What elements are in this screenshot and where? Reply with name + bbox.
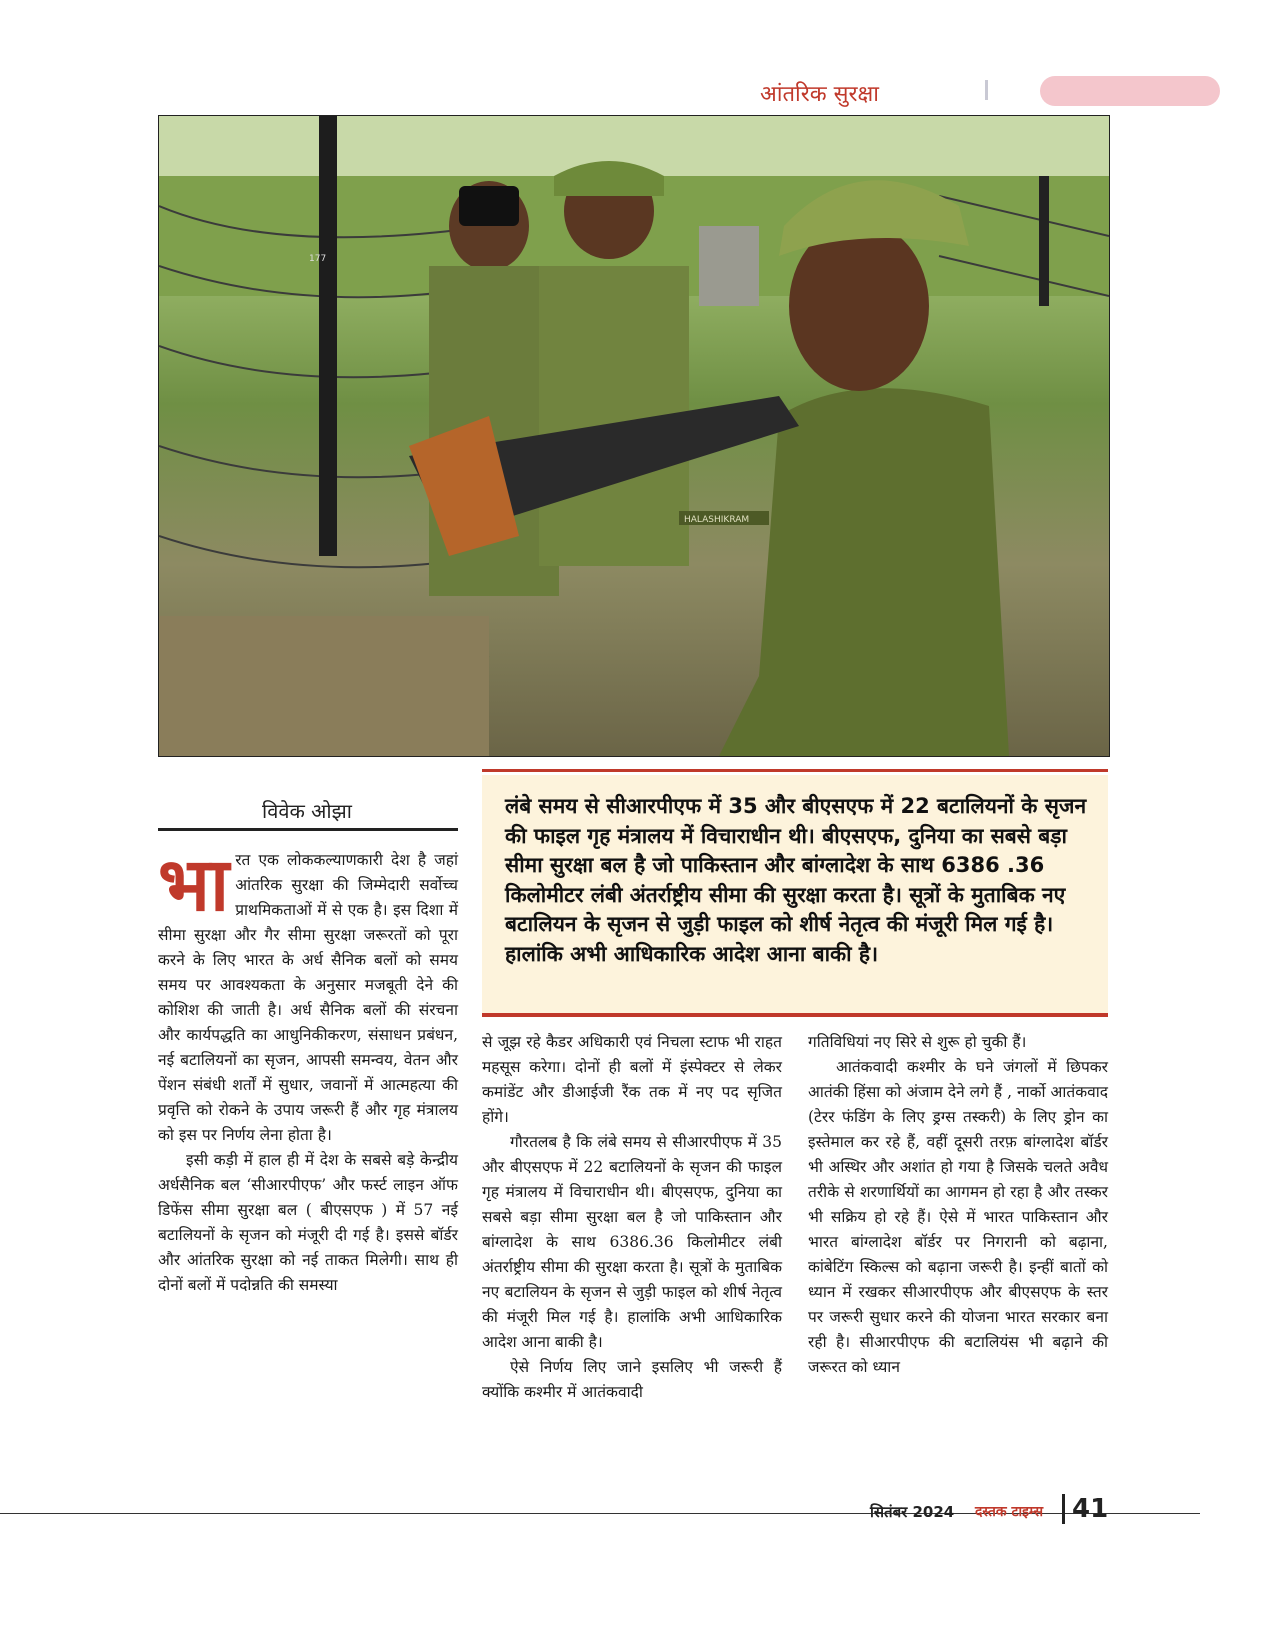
col2-paragraph-2: गौरतलब है कि लंबे समय से सीआरपीएफ में 35 और बीएसएफ में 22 बटालियनों के सृजन की फाइल गृह मंत्रालय में विचाराधीन थी। बीएसएफ, दुनिया का सबसे बड़ा सीमा सुरक्षा बल है जो पाकिस्तान और बांग्लादेश के साथ 6386.36 किलोमीटर लंबी अंतर्राष्ट्रीय सीमा की सुरक्षा करता है। सूत्रों के मुताबिक नए बटालियन के सृजन से जुड़ी फाइल को शीर्ष नेतृत्व की मंजूरी मिल गई है। हालांकि अभी आधिकारिक आदेश आना बाकी है। bbox=[482, 1133, 782, 1351]
author-name: विवेक ओझा bbox=[262, 799, 352, 823]
col2-paragraph-3: ऐसे निर्णय लिए जाने इसलिए भी जरूरी हैं क्योंकि कश्मीर में आतंकवादी bbox=[482, 1358, 782, 1401]
section-pill bbox=[1040, 76, 1220, 106]
col2-paragraph-1: से जूझ रहे कैडर अधिकारी एवं निचला स्टाफ भी राहत महसूस करेगा। दोनों ही बलों में इंस्पेक्टर से लेकर कमांडेंट और डीआईजी रैंक तक में नए पद सृजित होंगे। bbox=[482, 1033, 782, 1126]
section-divider bbox=[985, 80, 988, 100]
binoculars bbox=[459, 186, 519, 226]
page-number: 41 bbox=[1072, 1494, 1109, 1524]
col3-paragraph-2: आतंकवादी कश्मीर के घने जंगलों में छिपकर आतंकी हिंसा को अंजाम देने लगे हैं , नार्को आतंकवाद (टेरर फंडिंग के लिए ड्रग्स तस्करी) के लिए ड्रोन का इस्तेमाल कर रहे हैं, वहीं दूसरी तरफ़ बांग्लादेश बॉर्डर भी अस्थिर और अशांत हो गया है जिसके चलते अवैध तरीके से शरणार्थियों का आगमन हो रहा है और तस्कर भी सक्रिय हो रहे हैं। ऐसे में भारत पाकिस्तान और भारत बांग्लादेश बॉर्डर पर निगरानी को बढ़ाना, कांबेटिंग स्किल्स को बढ़ाना जरूरी है। इन्हीं बातों को ध्यान में रखकर सीआरपीएफ और बीएसएफ के स्तर पर जरूरी सुधार करने की योजना भारत सरकार बना रही है। सीआरपीएफ की बटालियंस भी बढ़ाने की जरूरत को ध्यान bbox=[808, 1058, 1108, 1376]
name-tag-text: HALASHIKRAM bbox=[684, 515, 750, 525]
drop-cap: भा bbox=[158, 842, 230, 928]
article-photo bbox=[158, 115, 1110, 757]
col1-paragraph-1-text: रत एक लोककल्याणकारी देश है जहां आंतरिक सुरक्षा की जिम्मेदारी सर्वोच्च प्राथमिकताओं में से एक है। इस दिशा में सीमा सुरक्षा और गैर सीमा सुरक्षा जरूरतों को पूरा करने के लिए भारत के अर्ध सैनिक बलों को समय समय पर आवश्यकता के अनुसार मजबूती देने की कोशिश की जाती है। अर्ध सैनिक बलों की संरचना और कार्यपद्धति का आधुनिकीकरण, संसाधन प्रबंधन, नई बटालियनों का सृजन, आपसी समन्वय, वेतन और पेंशन संबंधी शर्तों में सुधार, जवानों में आत्महत्या की प्रवृत्ति को रोकने के उपाय जरूरी हैं और गृह मंत्रालय को इस पर निर्णय लेना होता है। bbox=[158, 851, 458, 1144]
photo-ground bbox=[159, 616, 489, 756]
rifle-magazine bbox=[699, 226, 759, 306]
col3-paragraph-1: गतिविधियां नए सिरे से शुरू हो चुकी हैं। bbox=[808, 1033, 1027, 1051]
col1-paragraph-1 bbox=[158, 842, 458, 1148]
soldier-front-body bbox=[719, 388, 1009, 756]
section-label: आंतरिक सुरक्षा bbox=[760, 82, 879, 107]
author-rule bbox=[158, 828, 458, 831]
photo-illustration bbox=[159, 116, 1109, 756]
article-column-1 bbox=[158, 842, 458, 1298]
col1-paragraph-2: इसी कड़ी में हाल ही में देश के सबसे बड़े केन्द्रीय अर्धसैनिक बल ‘सीआरपीएफ’ और फर्स्ट लाइन ऑफ डिफेंस सीमा सुरक्षा बल ( बीएसएफ ) में 57 नई बटालियनों के सृजन को मंजूरी दी गई है। इससे बॉर्डर और आंतरिक सुरक्षा को नई ताकत मिलेगी। साथ ही दोनों बलों में पदोन्नति की समस्या bbox=[158, 1151, 458, 1294]
footer-magazine-logo: दस्तक टाइम्स bbox=[975, 1504, 1044, 1520]
article-column-3 bbox=[808, 1030, 1108, 1380]
fence-post bbox=[319, 116, 337, 556]
footer-date: सितंबर 2024 bbox=[870, 1503, 955, 1521]
quote-rule-bottom bbox=[482, 1013, 1108, 1017]
article-column-2 bbox=[482, 1030, 782, 1405]
quote-rule-top bbox=[482, 769, 1108, 772]
post-number: 177 bbox=[309, 254, 327, 264]
fence-post-right bbox=[1039, 176, 1049, 306]
footer-divider bbox=[1062, 1494, 1065, 1524]
pull-quote-text: लंबे समय से सीआरपीएफ में 35 और बीएसएफ में 22 बटालियनों के सृजन की फाइल गृह मंत्रालय में विचाराधीन थी। बीएसएफ, दुनिया का सबसे बड़ा सीमा सुरक्षा बल है जो पाकिस्तान और बांग्लादेश के साथ 6386 .36 किलोमीटर लंबी अंतर्राष्ट्रीय सीमा की सुरक्षा करता है। सूत्रों के मुताबिक नए बटालियन के सृजन से जुड़ी फाइल को शीर्ष नेतृत्व की मंजूरी मिल गई है। हालांकि अभी आधिकारिक आदेश आना बाकी है। bbox=[505, 794, 1087, 966]
